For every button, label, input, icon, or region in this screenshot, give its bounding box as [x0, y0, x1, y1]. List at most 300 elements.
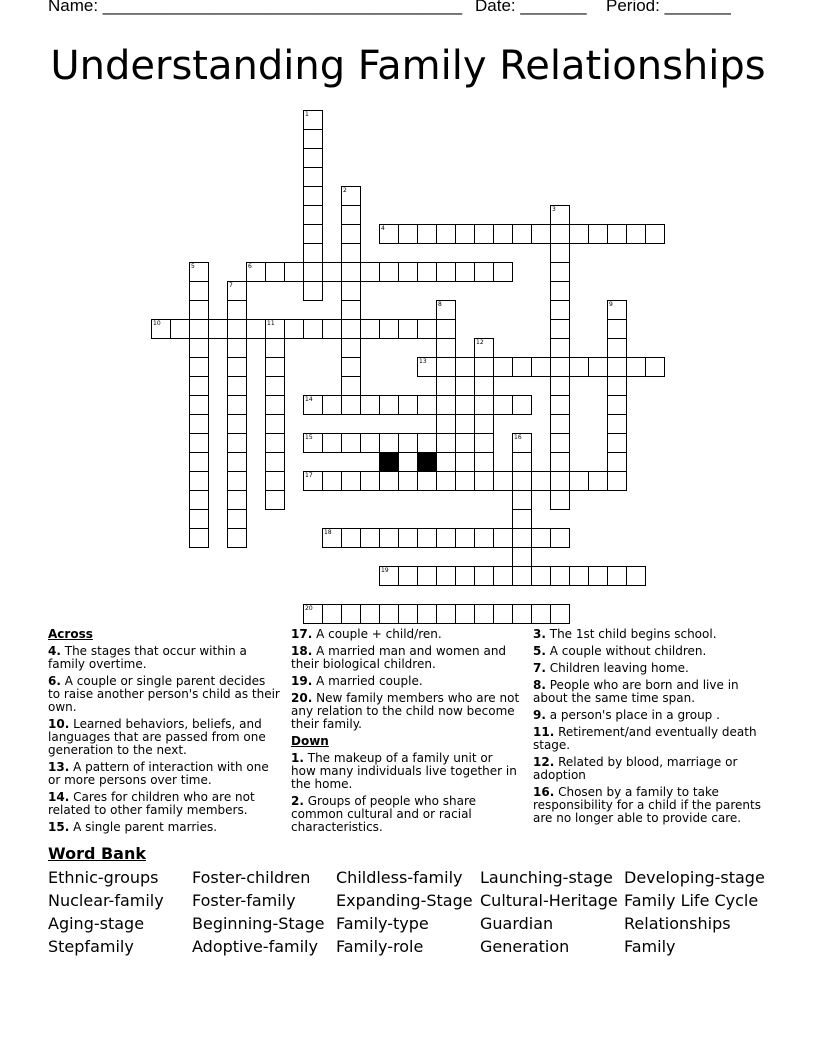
crossword-cell[interactable] — [436, 338, 456, 358]
crossword-cell[interactable] — [588, 224, 608, 244]
clue-text: A pattern of interaction with one or more persons over time. — [48, 760, 269, 787]
crossword-cell[interactable] — [436, 376, 456, 396]
crossword-cell[interactable] — [341, 319, 361, 339]
crossword-cell[interactable] — [341, 528, 361, 548]
word-bank-word: Family-role — [336, 937, 424, 956]
clue-number: 10. — [48, 717, 70, 731]
crossword-cell[interactable] — [588, 566, 608, 586]
clue-number: 13. — [48, 760, 70, 774]
clue-down — [533, 628, 769, 641]
crossword-cell[interactable] — [455, 528, 475, 548]
crossword-cell[interactable] — [512, 224, 532, 244]
crossword-cell[interactable] — [322, 395, 342, 415]
crossword-cell[interactable] — [265, 338, 285, 358]
crossword-cell[interactable] — [550, 357, 570, 377]
crossword-cell[interactable] — [303, 205, 323, 225]
crossword-cell[interactable] — [227, 471, 247, 491]
crossword-cell[interactable] — [398, 433, 418, 453]
word-bank-word: Foster-children — [192, 868, 311, 887]
crossword-cell[interactable] — [189, 338, 209, 358]
crossword-cell[interactable] — [436, 300, 456, 320]
crossword-cell[interactable] — [474, 528, 494, 548]
crossword-cell[interactable] — [512, 357, 532, 377]
crossword-cell[interactable] — [569, 471, 589, 491]
crossword-cell[interactable] — [550, 319, 570, 339]
crossword-cell[interactable] — [379, 395, 399, 415]
crossword-cell[interactable] — [341, 186, 361, 206]
crossword-cell[interactable] — [227, 319, 247, 339]
crossword-cell[interactable] — [303, 167, 323, 187]
crossword-cell[interactable] — [512, 452, 532, 472]
crossword-cell[interactable] — [474, 224, 494, 244]
crossword-cell[interactable] — [322, 471, 342, 491]
crossword-cell[interactable] — [265, 319, 285, 339]
clue-text: a person's place in a group . — [549, 708, 720, 722]
crossword-cell[interactable] — [417, 224, 437, 244]
crossword-cell[interactable] — [189, 528, 209, 548]
clue-down — [533, 726, 769, 752]
crossword-cell[interactable] — [265, 262, 285, 282]
clue-number: 14. — [48, 790, 70, 804]
crossword-cell[interactable] — [341, 262, 361, 282]
word-bank-word: Cultural-Heritage — [480, 891, 618, 910]
clue-text: Retirement/and eventually death stage. — [533, 725, 757, 752]
crossword-cell[interactable] — [398, 528, 418, 548]
crossword-cell[interactable] — [360, 471, 380, 491]
crossword-cell[interactable] — [189, 395, 209, 415]
crossword-cell[interactable] — [569, 224, 589, 244]
crossword-cell[interactable] — [436, 452, 456, 472]
crossword-cell[interactable] — [227, 452, 247, 472]
crossword-cell[interactable] — [455, 471, 475, 491]
crossword-cell[interactable] — [379, 433, 399, 453]
clue-text: A couple without children. — [549, 644, 707, 658]
clue-number: 12 — [476, 339, 484, 346]
clues-column-3 — [533, 628, 769, 829]
crossword-cell[interactable] — [436, 566, 456, 586]
crossword-cell[interactable] — [550, 395, 570, 415]
crossword-cell[interactable] — [607, 300, 627, 320]
crossword-cell[interactable] — [417, 604, 437, 624]
crossword-cell[interactable] — [588, 471, 608, 491]
crossword-cell[interactable] — [284, 319, 304, 339]
crossword-cell[interactable] — [189, 414, 209, 434]
crossword-cell[interactable] — [550, 604, 570, 624]
crossword-cell[interactable] — [493, 224, 513, 244]
crossword-cell[interactable] — [303, 148, 323, 168]
crossword-cell[interactable] — [512, 604, 532, 624]
crossword-cell[interactable] — [246, 319, 266, 339]
crossword-cell[interactable] — [341, 395, 361, 415]
crossword-cell[interactable] — [550, 566, 570, 586]
crossword-cell[interactable] — [360, 433, 380, 453]
clue-number: 12. — [533, 755, 555, 769]
crossword-cell[interactable] — [531, 604, 551, 624]
clue-text: A married man and women and their biological children. — [291, 644, 507, 671]
crossword-cell[interactable] — [341, 376, 361, 396]
crossword-cell[interactable] — [626, 566, 646, 586]
clue-text: The stages that occur within a family overtime. — [48, 644, 247, 671]
crossword-cell[interactable] — [607, 566, 627, 586]
clue-number: 19 — [381, 567, 389, 574]
crossword-cell[interactable] — [341, 433, 361, 453]
crossword-cell[interactable] — [550, 414, 570, 434]
crossword-cell[interactable] — [246, 262, 266, 282]
crossword-cell[interactable] — [189, 490, 209, 510]
date-field-label: Date: _______ — [475, 0, 587, 15]
crossword-cell[interactable] — [341, 471, 361, 491]
crossword-cell[interactable] — [417, 262, 437, 282]
crossword-cell[interactable] — [227, 357, 247, 377]
crossword-cell[interactable] — [512, 566, 532, 586]
clue-text: New family members who are not any relation to the child now become their family. — [291, 691, 520, 731]
crossword-cell[interactable] — [493, 471, 513, 491]
crossword-cell[interactable] — [322, 604, 342, 624]
crossword-cell[interactable] — [303, 433, 323, 453]
crossword-cell[interactable] — [303, 243, 323, 263]
word-bank-word: Family-type — [336, 914, 429, 933]
word-bank-word: Launching-stage — [480, 868, 613, 887]
crossword-cell[interactable] — [303, 186, 323, 206]
crossword-cell[interactable] — [341, 243, 361, 263]
crossword-cell[interactable] — [531, 224, 551, 244]
crossword-cell[interactable] — [607, 357, 627, 377]
word-bank-word: Relationships — [624, 914, 731, 933]
clue-number: 9 — [609, 301, 613, 308]
clue-number: 2. — [291, 794, 304, 808]
crossword-cell[interactable] — [455, 433, 475, 453]
crossword-cell[interactable] — [227, 509, 247, 529]
crossword-cell[interactable] — [474, 338, 494, 358]
crossword-cell[interactable] — [227, 528, 247, 548]
crossword-cell[interactable] — [607, 338, 627, 358]
word-bank-word: Guardian — [480, 914, 554, 933]
crossword-cell[interactable] — [360, 528, 380, 548]
crossword-cell[interactable] — [550, 433, 570, 453]
crossword-cell[interactable] — [417, 528, 437, 548]
crossword-cell[interactable] — [607, 471, 627, 491]
crossword-cell[interactable] — [227, 300, 247, 320]
clue-text: A couple or single parent decides to raise another person's child as their own. — [48, 674, 280, 714]
crossword-cell[interactable] — [417, 433, 437, 453]
crossword-cell[interactable] — [189, 509, 209, 529]
crossword-cell[interactable] — [341, 205, 361, 225]
crossword-cell[interactable] — [189, 452, 209, 472]
crossword-cell[interactable] — [379, 528, 399, 548]
clue-across — [48, 761, 280, 787]
word-bank-word: Developing-stage — [624, 868, 765, 887]
crossword-cell[interactable] — [227, 395, 247, 415]
crossword-cell[interactable] — [227, 490, 247, 510]
crossword-cell[interactable] — [303, 224, 323, 244]
crossword-cell[interactable] — [265, 376, 285, 396]
clue-number: 5. — [533, 644, 546, 658]
clue-number: 20. — [291, 691, 313, 705]
clue-number: 19. — [291, 674, 313, 688]
clue-text: Cares for children who are not related to other family members. — [48, 790, 255, 817]
crossword-cell[interactable] — [550, 281, 570, 301]
crossword-cell[interactable] — [360, 395, 380, 415]
clue-across — [48, 645, 280, 671]
crossword-cell[interactable] — [265, 357, 285, 377]
crossword-cell[interactable] — [436, 262, 456, 282]
crossword-cell[interactable] — [455, 604, 475, 624]
crossword-cell[interactable] — [474, 433, 494, 453]
crossword-cell[interactable] — [227, 338, 247, 358]
crossword-cell[interactable] — [455, 357, 475, 377]
crossword-cell[interactable] — [607, 395, 627, 415]
crossword-cell[interactable] — [379, 224, 399, 244]
crossword-cell[interactable] — [322, 433, 342, 453]
crossword-cell[interactable] — [227, 376, 247, 396]
crossword-cell[interactable] — [550, 243, 570, 263]
crossword-cell[interactable] — [569, 566, 589, 586]
clue-text: Groups of people who share common cultural and or racial characteristics. — [291, 794, 477, 834]
crossword-cell[interactable] — [341, 338, 361, 358]
clue-number: 8. — [533, 678, 546, 692]
crossword-cell[interactable] — [398, 262, 418, 282]
crossword-cell[interactable] — [189, 471, 209, 491]
crossword-cell[interactable] — [436, 357, 456, 377]
crossword-cell[interactable] — [493, 604, 513, 624]
clue-across — [291, 692, 521, 731]
clue-down — [533, 786, 769, 825]
crossword-cell[interactable] — [265, 471, 285, 491]
crossword-cell[interactable] — [265, 452, 285, 472]
crossword-cell[interactable] — [208, 319, 228, 339]
clue-text: Chosen by a family to take responsibility for a child if the parents are no longer able to provide care. — [533, 785, 761, 825]
crossword-cell[interactable] — [493, 262, 513, 282]
word-bank-word: Generation — [480, 937, 570, 956]
crossword-cell[interactable] — [189, 262, 209, 282]
crossword-cell[interactable] — [474, 471, 494, 491]
crossword-cell[interactable] — [189, 376, 209, 396]
crossword-cell[interactable] — [531, 357, 551, 377]
clue-down — [291, 795, 521, 834]
crossword-cell[interactable] — [512, 433, 532, 453]
crossword-cell[interactable] — [455, 224, 475, 244]
crossword-cell[interactable] — [360, 262, 380, 282]
clue-number: 18. — [291, 644, 313, 658]
crossword-cell[interactable] — [379, 262, 399, 282]
clue-number: 14 — [305, 396, 313, 403]
crossword-cell[interactable] — [151, 319, 171, 339]
crossword-cell[interactable] — [398, 395, 418, 415]
period-field-label: Period: _______ — [606, 0, 731, 15]
crossword-cell[interactable] — [436, 471, 456, 491]
crossword-cell[interactable] — [550, 338, 570, 358]
clues-column-2 — [291, 628, 521, 838]
crossword-cell[interactable] — [417, 566, 437, 586]
crossword-cell[interactable] — [360, 319, 380, 339]
word-bank-word: Adoptive-family — [192, 937, 318, 956]
crossword-cell[interactable] — [550, 471, 570, 491]
crossword-cell[interactable] — [227, 281, 247, 301]
clue-number: 16. — [533, 785, 555, 799]
clue-text: Learned behaviors, beliefs, and languages that are passed from one generation to the next. — [48, 717, 266, 757]
crossword-cell[interactable] — [341, 281, 361, 301]
crossword-cell[interactable] — [341, 300, 361, 320]
crossword-cell[interactable] — [474, 604, 494, 624]
crossword-cell[interactable] — [398, 224, 418, 244]
crossword-cell[interactable] — [417, 471, 437, 491]
word-bank-word: Family — [624, 937, 676, 956]
clue-text: A couple + child/ren. — [316, 627, 442, 641]
crossword-cell[interactable] — [531, 528, 551, 548]
crossword-cell[interactable] — [341, 224, 361, 244]
crossword-cell[interactable] — [303, 471, 323, 491]
crossword-cell[interactable] — [550, 528, 570, 548]
word-bank-word: Ethnic-groups — [48, 868, 159, 887]
crossword-cell[interactable] — [303, 281, 323, 301]
crossword-cell[interactable] — [512, 471, 532, 491]
crossword-cell[interactable] — [474, 452, 494, 472]
crossword-cell[interactable] — [550, 452, 570, 472]
crossword-cell[interactable] — [607, 414, 627, 434]
clue-text: The makeup of a family unit or how many individuals live together in the home. — [291, 751, 517, 791]
black-cell — [379, 452, 399, 472]
crossword-cell[interactable] — [265, 414, 285, 434]
crossword-cell[interactable] — [436, 528, 456, 548]
crossword-cell[interactable] — [265, 433, 285, 453]
crossword-cell[interactable] — [189, 357, 209, 377]
crossword-cell[interactable] — [341, 357, 361, 377]
crossword-cell[interactable] — [436, 604, 456, 624]
clue-number: 13 — [419, 358, 427, 365]
crossword-cell[interactable] — [493, 528, 513, 548]
crossword-cell[interactable] — [265, 395, 285, 415]
crossword-cell[interactable] — [645, 224, 665, 244]
crossword-cell[interactable] — [493, 395, 513, 415]
page-title: Understanding Family Relationships — [50, 43, 766, 89]
crossword-cell[interactable] — [303, 395, 323, 415]
crossword-cell[interactable] — [569, 357, 589, 377]
crossword-cell[interactable] — [189, 281, 209, 301]
crossword-cell[interactable] — [303, 262, 323, 282]
clue-number: 16 — [514, 434, 522, 441]
crossword-cell[interactable] — [189, 433, 209, 453]
clue-number: 7. — [533, 661, 546, 675]
clue-across — [291, 675, 521, 688]
crossword-cell[interactable] — [379, 471, 399, 491]
clue-number: 15. — [48, 820, 70, 834]
crossword-cell[interactable] — [436, 224, 456, 244]
clue-number: 15 — [305, 434, 313, 441]
clue-text: The 1st child begins school. — [549, 627, 717, 641]
crossword-cell[interactable] — [455, 262, 475, 282]
clue-number: 20 — [305, 605, 313, 612]
crossword-cell[interactable] — [607, 224, 627, 244]
crossword-cell[interactable] — [474, 376, 494, 396]
crossword-cell[interactable] — [265, 490, 285, 510]
clue-text: Related by blood, marriage or adoption — [533, 755, 738, 782]
crossword-cell[interactable] — [645, 357, 665, 377]
clue-number: 5 — [191, 263, 195, 270]
crossword-cell[interactable] — [474, 395, 494, 415]
clue-down — [533, 679, 769, 705]
crossword-cell[interactable] — [531, 471, 551, 491]
crossword-cell[interactable] — [512, 490, 532, 510]
crossword-cell[interactable] — [626, 357, 646, 377]
crossword-cell[interactable] — [398, 604, 418, 624]
crossword-cell[interactable] — [607, 319, 627, 339]
clue-number: 17 — [305, 472, 313, 479]
crossword-cell[interactable] — [607, 376, 627, 396]
crossword-cell[interactable] — [550, 224, 570, 244]
crossword-cell[interactable] — [379, 319, 399, 339]
crossword-cell[interactable] — [436, 395, 456, 415]
crossword-cell[interactable] — [474, 566, 494, 586]
crossword-cell[interactable] — [493, 357, 513, 377]
crossword-cell[interactable] — [398, 471, 418, 491]
crossword-cell[interactable] — [360, 604, 380, 624]
crossword-cell[interactable] — [436, 433, 456, 453]
crossword-cell[interactable] — [170, 319, 190, 339]
crossword-cell[interactable] — [607, 452, 627, 472]
clue-number: 18 — [324, 529, 332, 536]
crossword-cell[interactable] — [189, 319, 209, 339]
crossword-cell[interactable] — [550, 205, 570, 225]
crossword-cell[interactable] — [322, 528, 342, 548]
word-bank-word: Beginning-Stage — [192, 914, 325, 933]
crossword-cell[interactable] — [379, 604, 399, 624]
crossword-cell[interactable] — [436, 319, 456, 339]
crossword-cell[interactable] — [417, 319, 437, 339]
crossword-cell[interactable] — [455, 566, 475, 586]
crossword-cell[interactable] — [417, 357, 437, 377]
crossword-cell[interactable] — [303, 129, 323, 149]
crossword-cell[interactable] — [550, 262, 570, 282]
clue-number: 11. — [533, 725, 555, 739]
word-bank — [48, 845, 788, 968]
crossword-cell[interactable] — [455, 395, 475, 415]
crossword-cell[interactable] — [417, 395, 437, 415]
crossword-cell[interactable] — [379, 566, 399, 586]
crossword-cell[interactable] — [474, 357, 494, 377]
crossword-cell[interactable] — [341, 604, 361, 624]
crossword-cell[interactable] — [512, 528, 532, 548]
crossword-cell[interactable] — [436, 414, 456, 434]
crossword-cell[interactable] — [303, 319, 323, 339]
crossword-cell[interactable] — [512, 395, 532, 415]
crossword-cell[interactable] — [398, 319, 418, 339]
crossword-cell[interactable] — [227, 414, 247, 434]
crossword-cell[interactable] — [322, 262, 342, 282]
crossword-cell[interactable] — [550, 490, 570, 510]
crossword-cell[interactable] — [303, 604, 323, 624]
crossword-cell[interactable] — [474, 262, 494, 282]
crossword-cell[interactable] — [626, 224, 646, 244]
crossword-cell[interactable] — [607, 433, 627, 453]
crossword-cell[interactable] — [550, 376, 570, 396]
crossword-cell[interactable] — [474, 414, 494, 434]
crossword-cell[interactable] — [512, 509, 532, 529]
crossword-cell[interactable] — [512, 547, 532, 567]
crossword-cell[interactable] — [322, 319, 342, 339]
clue-number: 17. — [291, 627, 313, 641]
crossword-cell[interactable] — [227, 433, 247, 453]
crossword-cell[interactable] — [588, 357, 608, 377]
crossword-cell[interactable] — [531, 566, 551, 586]
clue-across — [291, 645, 521, 671]
crossword-cell[interactable] — [303, 110, 323, 130]
crossword-cell[interactable] — [189, 300, 209, 320]
crossword-cell[interactable] — [284, 262, 304, 282]
crossword-cell[interactable] — [398, 566, 418, 586]
crossword-cell[interactable] — [493, 566, 513, 586]
crossword-cell[interactable] — [550, 300, 570, 320]
clue-across — [48, 791, 280, 817]
